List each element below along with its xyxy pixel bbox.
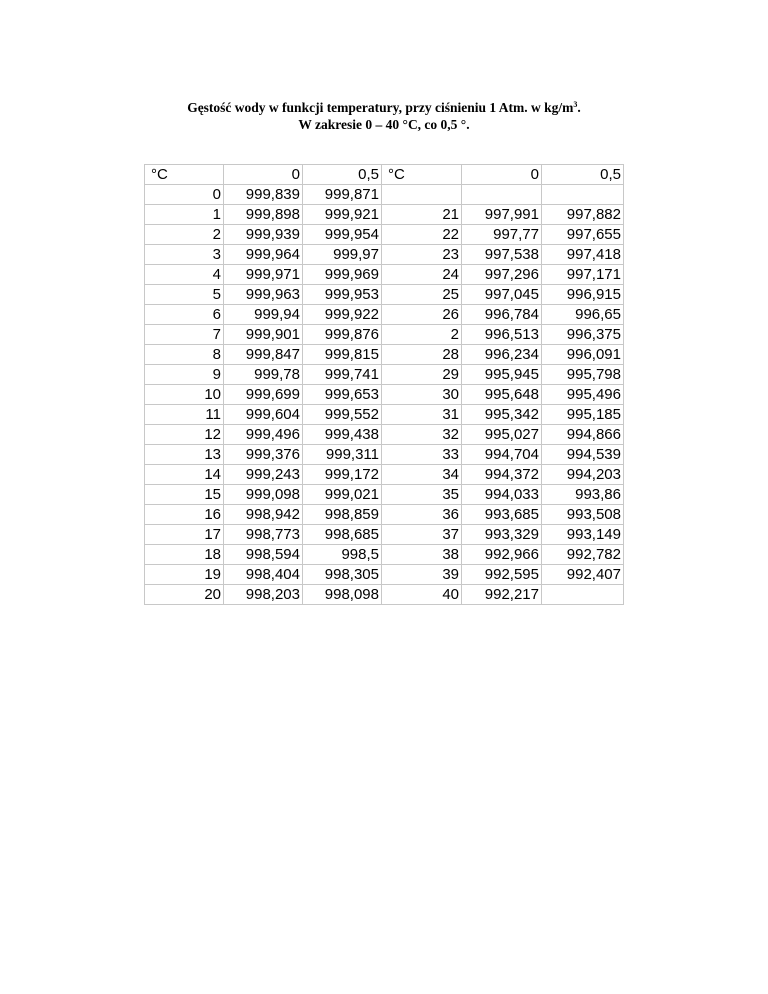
header-offset-05-right: 0,5 xyxy=(542,165,624,185)
table-row xyxy=(145,585,624,605)
temp-cell-left: 14 xyxy=(145,465,224,485)
temp-cell-left: 15 xyxy=(145,485,224,505)
temp-cell-left: 9 xyxy=(145,365,224,385)
header-offset-0-left: 0 xyxy=(224,165,303,185)
density-05-cell-left: 999,871 xyxy=(303,185,382,205)
table-header-row xyxy=(145,165,624,185)
density-0-cell-right: 997,538 xyxy=(462,245,542,265)
temp-cell-left: 18 xyxy=(145,545,224,565)
density-05-cell-left: 999,815 xyxy=(303,345,382,365)
density-05-cell-right: 993,508 xyxy=(542,505,624,525)
table-row xyxy=(145,365,624,385)
density-05-cell-left: 999,921 xyxy=(303,205,382,225)
temp-cell-right: 29 xyxy=(382,365,462,385)
density-05-cell-left: 999,953 xyxy=(303,285,382,305)
density-05-cell-left: 998,305 xyxy=(303,565,382,585)
table-row xyxy=(145,505,624,525)
density-05-cell-left: 999,954 xyxy=(303,225,382,245)
density-table xyxy=(144,164,624,605)
density-05-cell-left: 998,098 xyxy=(303,585,382,605)
density-0-cell-right: 996,784 xyxy=(462,305,542,325)
density-05-cell-right: 995,496 xyxy=(542,385,624,405)
temp-cell-left: 10 xyxy=(145,385,224,405)
table-row xyxy=(145,465,624,485)
density-05-cell-left: 998,5 xyxy=(303,545,382,565)
density-05-cell-right xyxy=(542,585,624,605)
density-05-cell-right xyxy=(542,185,624,205)
temp-cell-right xyxy=(382,185,462,205)
temp-cell-right: 25 xyxy=(382,285,462,305)
temp-cell-right: 34 xyxy=(382,465,462,485)
density-05-cell-right: 996,65 xyxy=(542,305,624,325)
temp-cell-right: 33 xyxy=(382,445,462,465)
density-05-cell-right: 993,86 xyxy=(542,485,624,505)
table-row xyxy=(145,185,624,205)
title-line-1-end: . xyxy=(577,100,581,115)
density-0-cell-right: 995,945 xyxy=(462,365,542,385)
table-row xyxy=(145,425,624,445)
table-row xyxy=(145,245,624,265)
density-05-cell-right: 992,407 xyxy=(542,565,624,585)
density-0-cell-right: 993,685 xyxy=(462,505,542,525)
temp-cell-left: 6 xyxy=(145,305,224,325)
header-offset-05-left: 0,5 xyxy=(303,165,382,185)
density-05-cell-left: 998,859 xyxy=(303,505,382,525)
title-superscript: 3 xyxy=(573,100,578,109)
density-0-cell-left: 999,847 xyxy=(224,345,303,365)
density-0-cell-left: 998,594 xyxy=(224,545,303,565)
density-0-cell-right: 997,296 xyxy=(462,265,542,285)
temp-cell-right: 40 xyxy=(382,585,462,605)
density-05-cell-right: 996,091 xyxy=(542,345,624,365)
density-05-cell-right: 997,418 xyxy=(542,245,624,265)
density-0-cell-left: 999,971 xyxy=(224,265,303,285)
density-05-cell-left: 999,876 xyxy=(303,325,382,345)
density-05-cell-right: 993,149 xyxy=(542,525,624,545)
temp-cell-left: 0 xyxy=(145,185,224,205)
temp-cell-right: 24 xyxy=(382,265,462,285)
temp-cell-right: 21 xyxy=(382,205,462,225)
density-05-cell-right: 995,185 xyxy=(542,405,624,425)
density-05-cell-left: 999,172 xyxy=(303,465,382,485)
table-row xyxy=(145,205,624,225)
density-0-cell-right: 992,595 xyxy=(462,565,542,585)
temp-cell-left: 13 xyxy=(145,445,224,465)
density-0-cell-right: 996,234 xyxy=(462,345,542,365)
density-05-cell-left: 999,97 xyxy=(303,245,382,265)
density-0-cell-left: 999,939 xyxy=(224,225,303,245)
temp-cell-right: 37 xyxy=(382,525,462,545)
density-0-cell-left: 998,203 xyxy=(224,585,303,605)
table-row xyxy=(145,345,624,365)
density-0-cell-left: 999,699 xyxy=(224,385,303,405)
table-row xyxy=(145,525,624,545)
table-row xyxy=(145,405,624,425)
temp-cell-right: 38 xyxy=(382,545,462,565)
density-05-cell-right: 994,539 xyxy=(542,445,624,465)
density-0-cell-left: 999,839 xyxy=(224,185,303,205)
density-0-cell-right: 995,027 xyxy=(462,425,542,445)
temp-cell-right: 23 xyxy=(382,245,462,265)
density-05-cell-left: 999,653 xyxy=(303,385,382,405)
density-0-cell-left: 999,604 xyxy=(224,405,303,425)
temp-cell-left: 3 xyxy=(145,245,224,265)
temp-cell-right: 26 xyxy=(382,305,462,325)
table-row xyxy=(145,325,624,345)
density-0-cell-left: 998,773 xyxy=(224,525,303,545)
density-05-cell-left: 999,021 xyxy=(303,485,382,505)
density-05-cell-right: 997,655 xyxy=(542,225,624,245)
header-offset-0-right: 0 xyxy=(462,165,542,185)
temp-cell-left: 7 xyxy=(145,325,224,345)
temp-cell-left: 12 xyxy=(145,425,224,445)
table-row xyxy=(145,565,624,585)
table-row xyxy=(145,265,624,285)
table-row xyxy=(145,285,624,305)
density-05-cell-left: 999,311 xyxy=(303,445,382,465)
density-0-cell-left: 999,496 xyxy=(224,425,303,445)
temp-cell-right: 31 xyxy=(382,405,462,425)
density-0-cell-right: 994,033 xyxy=(462,485,542,505)
density-0-cell-right: 993,329 xyxy=(462,525,542,545)
density-05-cell-left: 999,922 xyxy=(303,305,382,325)
temp-cell-left: 19 xyxy=(145,565,224,585)
density-0-cell-right: 994,704 xyxy=(462,445,542,465)
temp-cell-left: 4 xyxy=(145,265,224,285)
table-row xyxy=(145,545,624,565)
density-05-cell-right: 995,798 xyxy=(542,365,624,385)
density-05-cell-left: 998,685 xyxy=(303,525,382,545)
table-row xyxy=(145,485,624,505)
density-0-cell-right: 997,991 xyxy=(462,205,542,225)
density-0-cell-right: 992,966 xyxy=(462,545,542,565)
temp-cell-right: 28 xyxy=(382,345,462,365)
density-05-cell-right: 996,915 xyxy=(542,285,624,305)
density-0-cell-right: 995,342 xyxy=(462,405,542,425)
density-0-cell-left: 999,901 xyxy=(224,325,303,345)
temp-cell-left: 11 xyxy=(145,405,224,425)
density-05-cell-right: 997,171 xyxy=(542,265,624,285)
density-0-cell-left: 999,94 xyxy=(224,305,303,325)
density-0-cell-right: 997,77 xyxy=(462,225,542,245)
density-0-cell-left: 999,243 xyxy=(224,465,303,485)
density-05-cell-left: 999,552 xyxy=(303,405,382,425)
density-0-cell-right: 997,045 xyxy=(462,285,542,305)
density-0-cell-right: 992,217 xyxy=(462,585,542,605)
temp-cell-left: 20 xyxy=(145,585,224,605)
density-05-cell-left: 999,741 xyxy=(303,365,382,385)
density-05-cell-right: 994,203 xyxy=(542,465,624,485)
temp-cell-right: 2 xyxy=(382,325,462,345)
temp-cell-right: 39 xyxy=(382,565,462,585)
document-title xyxy=(0,96,768,133)
density-0-cell-left: 999,376 xyxy=(224,445,303,465)
density-05-cell-right: 992,782 xyxy=(542,545,624,565)
density-0-cell-left: 999,964 xyxy=(224,245,303,265)
temp-cell-right: 36 xyxy=(382,505,462,525)
density-05-cell-right: 997,882 xyxy=(542,205,624,225)
temp-cell-right: 32 xyxy=(382,425,462,445)
temp-cell-right: 22 xyxy=(382,225,462,245)
temp-cell-left: 17 xyxy=(145,525,224,545)
table-row xyxy=(145,225,624,245)
density-05-cell-right: 996,375 xyxy=(542,325,624,345)
temp-cell-left: 16 xyxy=(145,505,224,525)
title-line-1-text: Gęstość wody w funkcji temperatury, przy ciśnieniu 1 Atm. w kg/m xyxy=(187,100,574,115)
title-line-2: W zakresie 0 – 40 °C, co 0,5 °. xyxy=(298,117,470,132)
density-05-cell-right: 994,866 xyxy=(542,425,624,445)
density-0-cell-right xyxy=(462,185,542,205)
density-0-cell-right: 994,372 xyxy=(462,465,542,485)
density-0-cell-left: 999,78 xyxy=(224,365,303,385)
temp-cell-left: 8 xyxy=(145,345,224,365)
table-row xyxy=(145,305,624,325)
header-temp-celsius-right: °C xyxy=(382,165,462,185)
title-line-1 xyxy=(0,96,768,116)
density-0-cell-left: 999,098 xyxy=(224,485,303,505)
density-0-cell-left: 998,404 xyxy=(224,565,303,585)
density-0-cell-left: 999,898 xyxy=(224,205,303,225)
density-table-body xyxy=(145,165,624,605)
temp-cell-left: 1 xyxy=(145,205,224,225)
temp-cell-left: 5 xyxy=(145,285,224,305)
temp-cell-right: 30 xyxy=(382,385,462,405)
header-temp-celsius-left: °C xyxy=(145,165,224,185)
density-0-cell-left: 998,942 xyxy=(224,505,303,525)
table-row xyxy=(145,385,624,405)
temp-cell-right: 35 xyxy=(382,485,462,505)
temp-cell-left: 2 xyxy=(145,225,224,245)
density-05-cell-left: 999,438 xyxy=(303,425,382,445)
density-0-cell-left: 999,963 xyxy=(224,285,303,305)
density-0-cell-right: 996,513 xyxy=(462,325,542,345)
density-05-cell-left: 999,969 xyxy=(303,265,382,285)
table-row xyxy=(145,445,624,465)
density-0-cell-right: 995,648 xyxy=(462,385,542,405)
